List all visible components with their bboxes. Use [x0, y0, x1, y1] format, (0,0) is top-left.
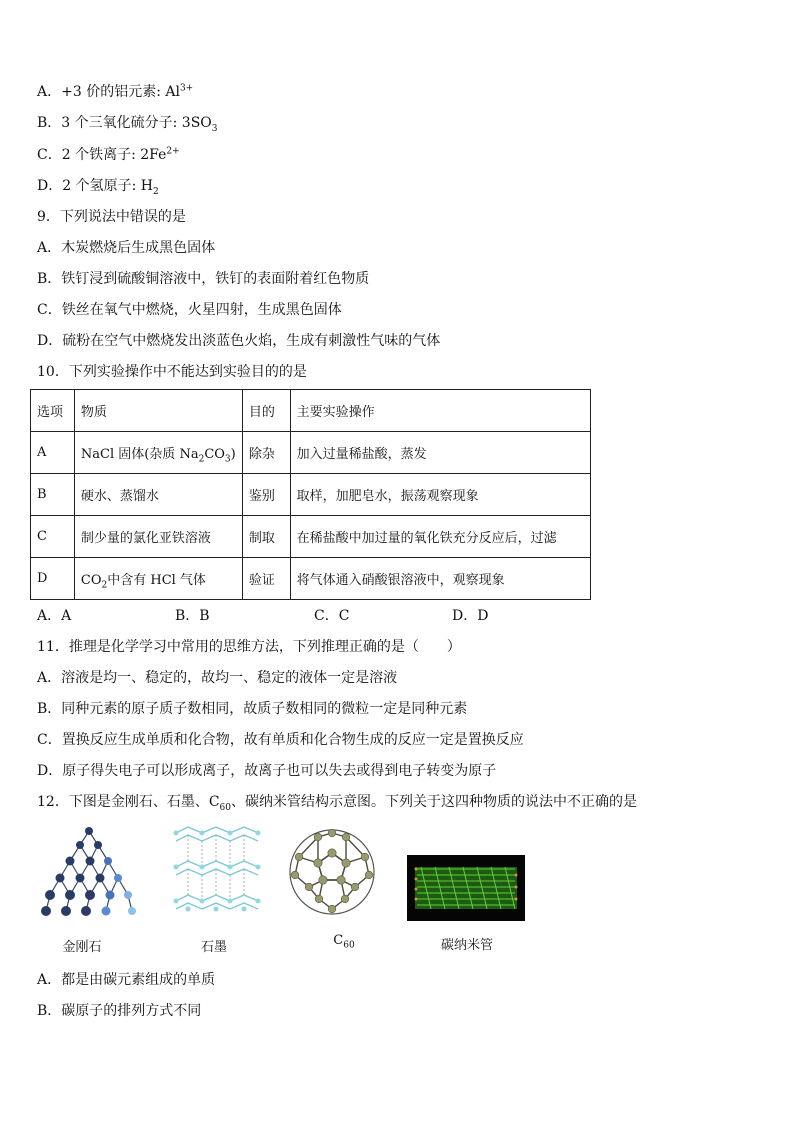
row-option: C: [31, 516, 75, 558]
q12-option-a: A．都是由碳元素组成的单质: [37, 972, 216, 988]
caption-diamond: 金刚石: [62, 940, 102, 955]
row-substance: $CO_2$中含有 HCl 气体: [74, 558, 242, 600]
q11-option-d: D．原子得失电子可以形成离子，故离子也可以失去或得到电子转变为原子: [37, 763, 497, 779]
q9-option-c: C．铁丝在氧气中燃烧，火星四射，生成黑色固体: [37, 302, 342, 318]
nanotube-structure-image: [407, 855, 525, 921]
q10-option-d: D．D: [452, 608, 489, 624]
row-operation: 加入过量稀盐酸，蒸发: [290, 432, 590, 474]
table-row: [31, 474, 591, 516]
q9-stem: 9．下列说法中错误的是: [37, 209, 186, 225]
table-row: [31, 516, 591, 558]
caption-c60: $C_{60}$: [333, 933, 355, 951]
q9-option-d: D．硫粉在空气中燃烧发出淡蓝色火焰，生成有刺激性气味的气体: [37, 333, 441, 349]
q8-option-d: D．2 个氢原子: $H_2$: [37, 178, 159, 197]
row-operation: 在稀盐酸中加过量的氧化铁充分反应后，过滤: [290, 516, 590, 558]
table-row: [31, 558, 591, 600]
table-header-row: [31, 390, 591, 432]
q8-option-a: A．+3 价的铝元素: $Al^{3+}$: [37, 83, 194, 100]
row-option: A: [31, 432, 75, 474]
q12-stem: 12．下图是金刚石、石墨、$C_{60}$、碳纳米管结构示意图。下列关于这四种物质的说法中不正确的是: [37, 794, 637, 813]
row-substance: 硬水、蒸馏水: [74, 474, 242, 516]
q8-option-c: C．2 个铁离子: $2Fe^{2+}$: [37, 146, 180, 163]
q11-stem: 11．推理是化学学习中常用的思维方法，下列推理正确的是（ ）: [37, 639, 461, 655]
q11-option-b: B．同种元素的原子质子数相同，故质子数相同的微粒一定是同种元素: [37, 701, 468, 717]
table-row: [31, 432, 591, 474]
row-substance: 制少量的氯化亚铁溶液: [74, 516, 242, 558]
row-operation: 将气体通入硝酸银溶液中，观察现象: [290, 558, 590, 600]
header-option: 选项: [31, 390, 75, 432]
caption-graphite: 石墨: [200, 940, 227, 955]
row-substance: NaCl 固体(杂质 $Na_2CO_3$): [74, 432, 242, 474]
q10-stem: 10．下列实验操作中不能达到实验目的的是: [37, 364, 307, 380]
q8-option-b: B．3 个三氧化硫分子: $3SO_3$: [37, 115, 218, 134]
q9-option-a: A．木炭燃烧后生成黑色固体: [37, 240, 216, 256]
q9-option-b: B．铁钉浸到硫酸铜溶液中，铁钉的表面附着红色物质: [37, 271, 370, 287]
row-option: D: [31, 558, 75, 600]
c60-structure-image: [283, 823, 381, 921]
q11-option-a: A．溶液是均一、稳定的，故均一、稳定的液体一定是溶液: [37, 670, 398, 686]
row-goal: 鉴别: [242, 474, 290, 516]
q10-table: [30, 389, 591, 600]
q11-option-c: C．置换反应生成单质和化合物，故有单质和化合物生成的反应一定是置换反应: [37, 732, 524, 748]
row-goal: 验证: [242, 558, 290, 600]
row-goal: 制取: [242, 516, 290, 558]
header-operation: 主要实验操作: [290, 390, 590, 432]
row-option: B: [31, 474, 75, 516]
row-operation: 取样，加肥皂水，振荡观察现象: [290, 474, 590, 516]
q10-option-a: A．A: [37, 608, 72, 624]
row-goal: 除杂: [242, 432, 290, 474]
q10-option-c: C．C: [314, 608, 350, 624]
caption-nanotube: 碳纳米管: [440, 938, 493, 953]
q10-option-b: B．B: [175, 608, 210, 624]
graphite-structure-image: [172, 823, 264, 918]
header-goal: 目的: [242, 390, 290, 432]
q12-option-b: B．碳原子的排列方式不同: [37, 1003, 202, 1019]
header-substance: 物质: [74, 390, 242, 432]
diamond-structure-image: [38, 823, 140, 919]
